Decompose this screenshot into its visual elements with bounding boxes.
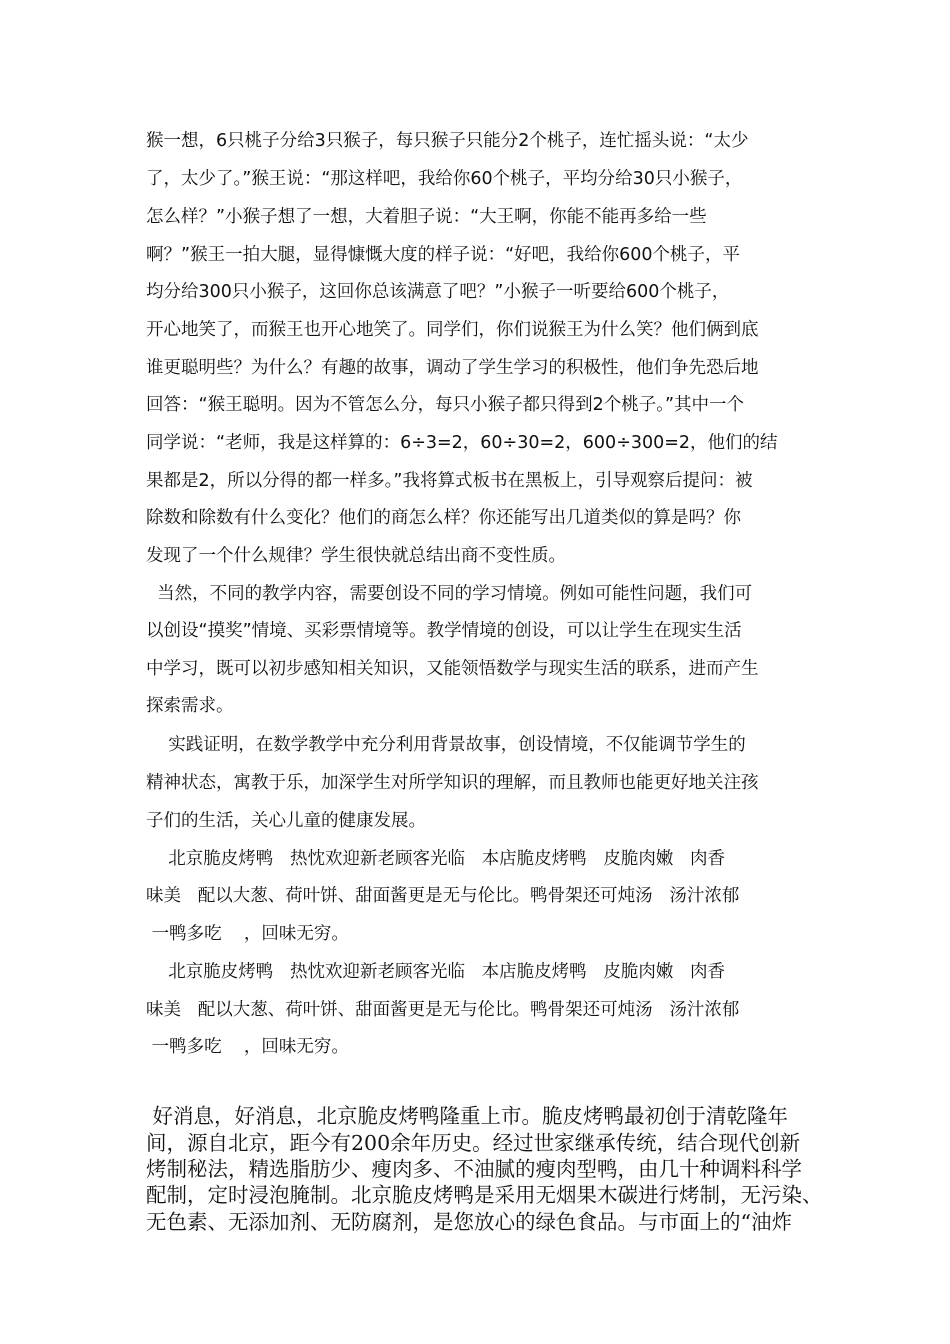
text-line: 除数和除数有什么变化？他们的商怎么样？你还能写出几道类似的算是吗？你 — [146, 508, 741, 528]
text-line: 猴一想，6只桃子分给3只猴子，每只猴子只能分2个桃子，连忙摇头说：“太少 — [146, 131, 749, 151]
text-line: 以创设“摸奖”情境、买彩票情境等。教学情境的创设，可以让学生在现实生活 — [146, 621, 742, 641]
text-line: 北京脆皮烤鸭 热忱欢迎新老顾客光临 本店脆皮烤鸭 皮脆肉嫩 肉香 — [146, 849, 726, 869]
text-line: 间，源自北京，距今有200余年历史。经过世家继承传统，结合现代创新 — [146, 1131, 801, 1155]
text-line: 味美 配以大葱、荷叶饼、甜面酱更是无与伦比。鸭骨架还可炖汤 汤汁浓郁 — [146, 1000, 740, 1020]
text-line: 啊？”猴王一拍大腿，显得慷慨大度的样子说：“好吧，我给你600个桃子，平 — [146, 245, 741, 265]
text-line: 同学说：“老师，我是这样算的：6÷3=2，60÷30=2，600÷300=2，他们的结 — [146, 433, 778, 453]
text-line: 开心地笑了，而猴王也开心地笑了。同学们，你们说猴王为什么笑？他们俩到底 — [146, 320, 759, 340]
text-line: 好消息，好消息，北京脆皮烤鸭隆重上市。脆皮烤鸭最初创于清乾隆年 — [146, 1104, 789, 1128]
text-line: 无色素、无添加剂、无防腐剂，是您放心的绿色食品。与市面上的“油炸 — [146, 1210, 792, 1234]
text-line: 谁更聪明些？为什么？有趣的故事，调动了学生学习的积极性，他们争先恐后地 — [146, 358, 759, 378]
text-line: 了，太少了。”猴王说：“那这样吧，我给你60个桃子，平均分给30只小猴子， — [146, 169, 743, 189]
text-line: 均分给300只小猴子，这回你总该满意了吧？”小猴子一听要给600个桃子， — [146, 282, 730, 302]
text-line: 北京脆皮烤鸭 热忱欢迎新老顾客光临 本店脆皮烤鸭 皮脆肉嫩 肉香 — [146, 962, 726, 982]
text-line: 一鸭多吃 ，回味无穷。 — [146, 924, 349, 944]
text-line: 味美 配以大葱、荷叶饼、甜面酱更是无与伦比。鸭骨架还可炖汤 汤汁浓郁 — [146, 886, 740, 906]
text-line: 回答：“猴王聪明。因为不管怎么分，每只小猴子都只得到2个桃子。”其中一个 — [146, 395, 745, 415]
text-line: 子们的生活，关心儿童的健康发展。 — [146, 811, 426, 831]
text-line: 中学习，既可以初步感知相关知识，又能领悟数学与现实生活的联系，进而产生 — [146, 659, 759, 679]
text-line: 果都是2，所以分得的都一样多。”我将算式板书在黑板上，引导观察后提问：被 — [146, 471, 753, 491]
text-line: 探索需求。 — [146, 696, 234, 716]
text-line: 实践证明，在数学教学中充分利用背景故事，创设情境，不仅能调节学生的 — [146, 735, 746, 755]
text-line: 烤制秘法，精选脂肪少、瘦肉多、不油腻的瘦肉型鸭，由几十种调料科学 — [146, 1157, 802, 1181]
text-line: 精神状态，寓教于乐，加深学生对所学知识的理解，而且教师也能更好地关注孩 — [146, 773, 759, 793]
text-line: 发现了一个什么规律？学生很快就总结出商不变性质。 — [146, 546, 566, 566]
text-line: 当然，不同的教学内容，需要创设不同的学习情境。例如可能性问题，我们可 — [146, 584, 753, 604]
text-line: 配制，定时浸泡腌制。北京脆皮烤鸭是采用无烟果木碳进行烤制，无污染、 — [146, 1183, 823, 1207]
text-line: 怎么样？”小猴子想了一想，大着胆子说：“大王啊，你能不能再多给一些 — [146, 207, 707, 227]
text-line: 一鸭多吃 ，回味无穷。 — [146, 1037, 349, 1057]
